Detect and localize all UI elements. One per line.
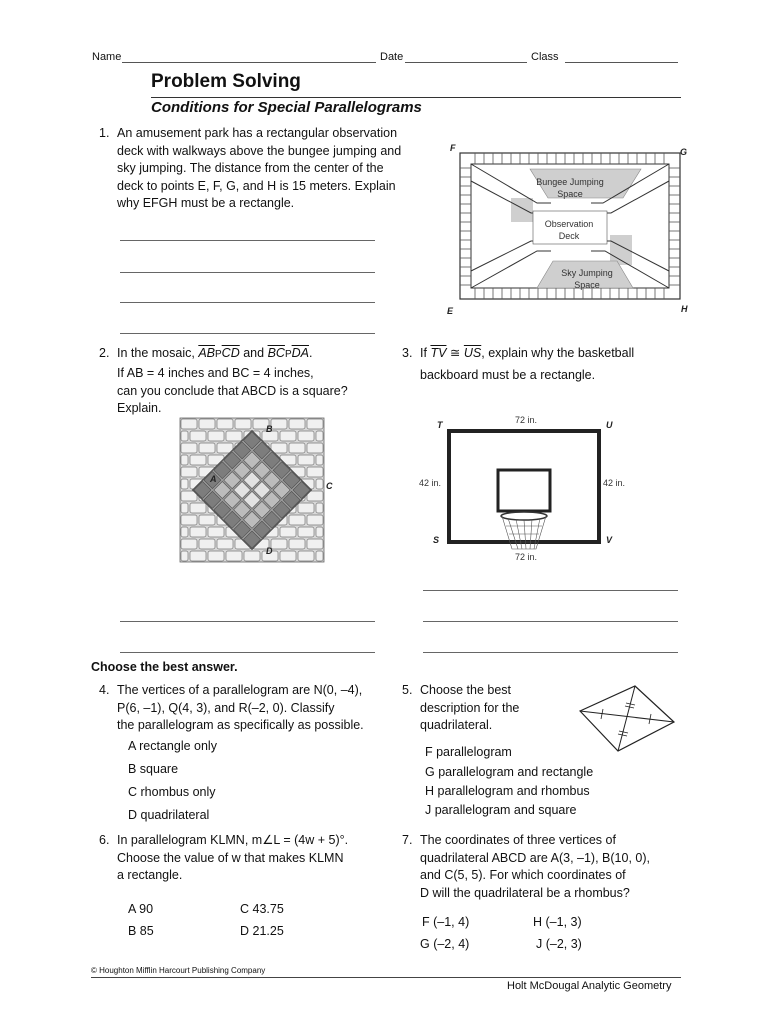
q3-answer-line[interactable]: [423, 621, 678, 622]
mosaic-brick: [199, 539, 215, 549]
q5-number: 5.: [402, 683, 413, 697]
mosaic-brick: [271, 539, 287, 549]
date-line[interactable]: [405, 62, 527, 63]
vertex-e-label: E: [447, 306, 454, 316]
q2-period: .: [308, 346, 313, 360]
vertex-h-label: H: [681, 304, 688, 314]
q2-line: If AB = 4 inches and BC = 4 inches,: [117, 366, 314, 380]
right-dimension-label: 42 in.: [603, 478, 626, 488]
mosaic-brick: [181, 431, 188, 441]
q6-option-b[interactable]: B 85: [128, 924, 154, 938]
mosaic-brick: [181, 503, 188, 513]
q4-option-d[interactable]: D quadrilateral: [128, 808, 210, 822]
mosaic-brick: [235, 419, 251, 429]
mosaic-brick: [289, 443, 305, 453]
q7-line: and C(5, 5). For which coordinates of: [420, 868, 626, 882]
q7-line: D will the quadrilateral be a rhombus?: [420, 885, 630, 900]
sky-label: Space: [574, 280, 600, 290]
vertex-t-label: T: [437, 420, 443, 430]
q1-line: why EFGH must be a rectangle.: [117, 196, 295, 210]
mosaic-brick: [181, 515, 197, 525]
vertex-c-label: C: [326, 481, 333, 491]
q5-line: quadrilateral.: [420, 718, 493, 732]
q6-line: Choose the value of w that makes KLMN: [117, 850, 344, 865]
bottom-dimension-label: 72 in.: [514, 552, 538, 562]
bungee-label: Space: [557, 189, 583, 199]
q2-answer-line[interactable]: [120, 652, 375, 653]
mosaic-brick: [208, 431, 224, 441]
q1-line: sky jumping. The distance from the center of the: [117, 161, 384, 175]
q4-option-a[interactable]: A rectangle only: [128, 739, 217, 753]
q4-line: the parallelogram as specifically as possible.: [117, 718, 364, 732]
mosaic-brick: [307, 419, 323, 429]
vertex-v-label: V: [606, 535, 613, 545]
vertex-u-label: U: [606, 420, 613, 430]
mosaic-brick: [316, 479, 323, 489]
q1-line: deck to points E, F, G, and H is 15 meters. Explain: [117, 178, 396, 193]
q1-answer-line[interactable]: [120, 240, 375, 241]
q2-text: [117, 365, 348, 418]
mosaic-brick: [199, 443, 215, 453]
left-dimension-label: 42 in.: [419, 478, 442, 488]
mosaic-brick: [208, 527, 224, 537]
mosaic-brick: [199, 419, 215, 429]
q4-line: P(6, –1), Q(4, 3), and R(–2, 0). Classify: [117, 700, 335, 715]
mosaic-brick: [316, 503, 323, 513]
page-title: Problem Solving: [151, 71, 301, 92]
mosaic-brick: [208, 551, 224, 561]
deck-label: Observation: [544, 219, 594, 229]
q3-text: If: [420, 346, 427, 360]
q1-answer-line[interactable]: [120, 272, 375, 273]
q1-answer-line[interactable]: [120, 302, 375, 303]
vertex-b-label: B: [266, 424, 273, 434]
mosaic-brick: [190, 551, 206, 561]
mosaic-brick: [280, 431, 296, 441]
parallel-symbol: P: [215, 349, 222, 360]
mosaic-brick: [217, 539, 233, 549]
segment-ab: $\overline{AB}$: [198, 346, 215, 360]
mosaic-brick: [298, 527, 314, 537]
q5-option-j[interactable]: J parallelogram and square: [425, 803, 577, 817]
class-label: Class: [531, 51, 559, 63]
mosaic-brick: [307, 539, 323, 549]
vertex-d-label: D: [266, 546, 273, 556]
footer-rule: [91, 977, 681, 978]
q2-and: and: [243, 346, 265, 360]
q5-option-h[interactable]: H parallelogram and rhombus: [425, 784, 590, 798]
mosaic-brick: [181, 539, 197, 549]
q2-line1: [117, 345, 312, 364]
mosaic-brick: [244, 551, 260, 561]
segment-bc: $\overline{BC}$: [267, 346, 285, 360]
parallel-symbol: P: [284, 349, 292, 360]
top-dimension-label: 72 in.: [514, 415, 538, 425]
q7-line: The coordinates of three vertices of: [420, 833, 616, 847]
mosaic-brick: [307, 467, 323, 477]
q2-number: 2.: [99, 346, 110, 360]
mosaic-brick: [307, 515, 323, 525]
segment-da: $\overline{DA}$: [291, 346, 309, 360]
mosaic-brick: [280, 527, 296, 537]
q4-option-c[interactable]: C rhombus only: [128, 785, 216, 799]
q1-text: [117, 125, 437, 213]
mosaic-brick: [289, 539, 305, 549]
q6-option-a[interactable]: A 90: [128, 902, 154, 916]
mosaic-brick: [181, 455, 188, 465]
copyright-text: © Houghton Mifflin Harcourt Publishing Company: [91, 966, 266, 975]
mosaic-brick: [199, 515, 215, 525]
q2-text: In the mosaic,: [117, 346, 195, 360]
backboard-figure: [418, 412, 638, 567]
mosaic-brick: [316, 551, 323, 561]
q7-option-g[interactable]: G (–2, 4): [420, 937, 470, 951]
observation-deck-figure: [445, 143, 690, 318]
q3-answer-line[interactable]: [423, 590, 678, 591]
mosaic-brick: [217, 419, 233, 429]
q7-option-f[interactable]: F (–1, 4): [422, 915, 470, 929]
q3-text: , explain why the basketball: [481, 346, 635, 360]
segment-tv: $\overline{TV}$: [430, 346, 447, 360]
mosaic-brick: [190, 527, 206, 537]
q5-text: [420, 682, 519, 735]
mosaic-brick: [316, 455, 323, 465]
q3-number: 3.: [402, 346, 413, 360]
q4-text: [117, 682, 364, 735]
mosaic-brick: [190, 455, 206, 465]
mosaic-brick: [190, 431, 206, 441]
q1-line: deck with walkways above the bungee jumping and: [117, 143, 402, 158]
q2-line: Explain.: [117, 401, 162, 415]
q3-answer-line[interactable]: [423, 652, 678, 653]
title-rule: [151, 97, 681, 98]
mosaic-brick: [316, 527, 323, 537]
q7-option-h[interactable]: H (–1, 3): [533, 915, 582, 929]
date-label: Date: [380, 51, 404, 63]
mosaic-brick: [298, 455, 314, 465]
mosaic-brick: [280, 551, 296, 561]
q7-text: [420, 832, 650, 902]
q1-answer-line[interactable]: [120, 333, 375, 334]
q6-line: In parallelogram KLMN, m∠L = (4w + 5)°.: [117, 833, 349, 847]
vertex-a-label: A: [210, 474, 217, 484]
q6-line: a rectangle.: [117, 868, 183, 882]
mosaic-brick: [289, 515, 305, 525]
q4-number: 4.: [99, 683, 110, 697]
name-line[interactable]: [122, 62, 376, 63]
q1-number: 1.: [99, 126, 110, 140]
mosaic-brick: [181, 479, 188, 489]
section-heading: Choose the best answer.: [91, 660, 238, 674]
mosaic-figure: [180, 418, 350, 564]
mosaic-brick: [181, 527, 188, 537]
mosaic-brick: [226, 431, 242, 441]
mosaic-brick: [181, 551, 188, 561]
q7-line: quadrilateral ABCD are A(3, –1), B(10, 0),: [420, 850, 650, 865]
congruent-symbol: ≅: [449, 346, 461, 360]
mosaic-brick: [298, 503, 314, 513]
q4-line: The vertices of a parallelogram are N(0, –4),: [117, 683, 363, 697]
q5-line: Choose the best: [420, 683, 512, 697]
q6-option-c[interactable]: C 43.75: [240, 902, 284, 916]
q4-option-b[interactable]: B square: [128, 762, 179, 776]
mosaic-brick: [190, 503, 206, 513]
mosaic-brick: [289, 419, 305, 429]
mosaic-brick: [181, 467, 197, 477]
q6-number: 6.: [99, 833, 110, 847]
mosaic-brick: [298, 431, 314, 441]
q6-text: [117, 832, 348, 885]
mosaic-brick: [307, 443, 323, 453]
deck-label: Deck: [558, 231, 580, 241]
q5-line: description for the: [420, 700, 520, 715]
mosaic-brick: [298, 551, 314, 561]
q5-option-f[interactable]: F parallelogram: [425, 745, 512, 759]
mosaic-brick: [226, 551, 242, 561]
mosaic-brick: [181, 419, 197, 429]
vertex-s-label: S: [433, 535, 440, 545]
name-label: Name: [92, 51, 122, 63]
q1-line: An amusement park has a rectangular observation: [117, 126, 398, 140]
book-title: Holt McDougal Analytic Geometry: [507, 980, 672, 992]
bungee-label: Bungee Jumping: [536, 177, 604, 187]
vertex-g-label: G: [680, 147, 688, 157]
mosaic-brick: [181, 443, 197, 453]
mosaic-brick: [271, 419, 287, 429]
quadrilateral-figure: [578, 684, 678, 754]
sky-label: Sky Jumping: [561, 268, 613, 278]
page-subtitle: Conditions for Special Parallelograms: [151, 99, 422, 116]
q2-line: can you conclude that ABCD is a square?: [117, 383, 348, 398]
q7-number: 7.: [402, 833, 413, 847]
q6-option-d[interactable]: D 21.25: [240, 924, 284, 938]
q7-option-j[interactable]: J (–2, 3): [536, 937, 582, 951]
vertex-f-label: F: [450, 143, 456, 153]
q3-line1: [420, 345, 634, 363]
segment-us: $\overline{US}$: [463, 346, 482, 360]
class-line[interactable]: [565, 62, 678, 63]
q2-answer-line[interactable]: [120, 621, 375, 622]
segment-cd: $\overline{CD}$: [221, 346, 240, 360]
q5-option-g[interactable]: G parallelogram and rectangle: [425, 765, 594, 779]
q3-line2: backboard must be a rectangle.: [420, 368, 596, 382]
mosaic-brick: [316, 431, 323, 441]
